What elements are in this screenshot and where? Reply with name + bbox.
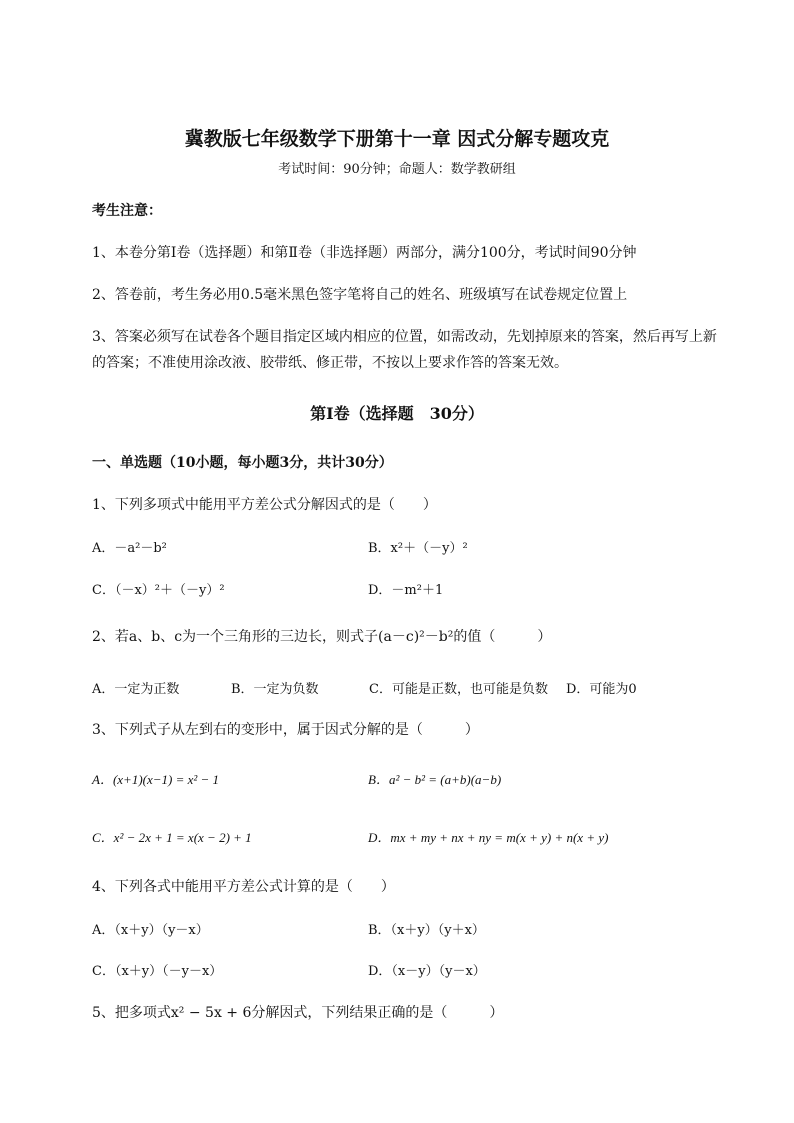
section-title: 第I卷（选择题 30分）	[310, 404, 484, 423]
question-3-stem: 3、下列式子从左到右的变形中，属于因式分解的是（ ）	[92, 722, 479, 738]
question-1-option-d: D．－m²＋1	[368, 583, 444, 598]
question-2-stem: 2、若a、b、c为一个三角形的三边长，则式子(a－c)²－b²的值（ ）	[92, 629, 552, 645]
question-2-option-c: C．可能是正数，也可能是负数	[369, 682, 548, 697]
notice-item-1: 1、本卷分第I卷（选择题）和第Ⅱ卷（非选择题）两部分，满分100分，考试时间90分钟	[92, 245, 637, 261]
question-4-option-c: C．（x＋y）（－y－x）	[92, 964, 223, 979]
question-5-stem: 5、把多项式x² − 5x + 6分解因式，下列结果正确的是（ ）	[92, 1005, 504, 1021]
part-title: 一、单选题（10小题，每小题3分，共计30分）	[92, 455, 393, 471]
question-4-option-b: B．（x＋y）（y＋x）	[368, 923, 485, 938]
question-3-option-b: B．a² − b² = (a+b)(a−b)	[368, 772, 502, 787]
question-3-option-c: C．x² − 2x + 1 = x(x − 2) + 1	[92, 830, 252, 845]
question-3-option-d: D．mx + my + nx + ny = m(x + y) + n(x + y)	[368, 830, 609, 845]
question-1-option-a: A．－a²－b²	[92, 541, 167, 556]
question-2-option-a: A．一定为正数	[92, 682, 180, 697]
question-1-stem: 1、下列多项式中能用平方差公式分解因式的是（ ）	[92, 497, 437, 513]
exam-title: 冀教版七年级数学下册第十一章 因式分解专题攻克	[184, 128, 610, 150]
notice-item-3-line-1: 3、答案必须写在试卷各个题目指定区域内相应的位置，如需改动，先划掉原来的答案，然后再写上新	[92, 329, 717, 345]
question-1-option-b: B．x²＋（－y）²	[368, 541, 468, 556]
question-2-option-b: B．一定为负数	[231, 682, 319, 697]
question-1-option-c: C．（－x）²＋（－y）²	[92, 583, 225, 598]
question-4-option-a: A．（x＋y）（y－x）	[92, 923, 209, 938]
exam-subtitle: 考试时间：90分钟；命题人：数学教研组	[278, 162, 516, 177]
question-4-stem: 4、下列各式中能用平方差公式计算的是（ ）	[92, 879, 395, 895]
notice-item-3-line-2: 的答案；不准使用涂改液、胶带纸、修正带，不按以上要求作答的答案无效。	[92, 355, 568, 371]
question-3-option-a: A．(x+1)(x−1) = x² − 1	[92, 772, 220, 787]
notice-heading: 考生注意：	[92, 203, 162, 219]
question-2-option-d: D．可能为0	[566, 682, 637, 697]
notice-item-2: 2、答卷前，考生务必用0.5毫米黑色签字笔将自己的姓名、班级填写在试卷规定位置上	[92, 287, 628, 303]
question-4-option-d: D．（x－y）（y－x）	[368, 964, 486, 979]
